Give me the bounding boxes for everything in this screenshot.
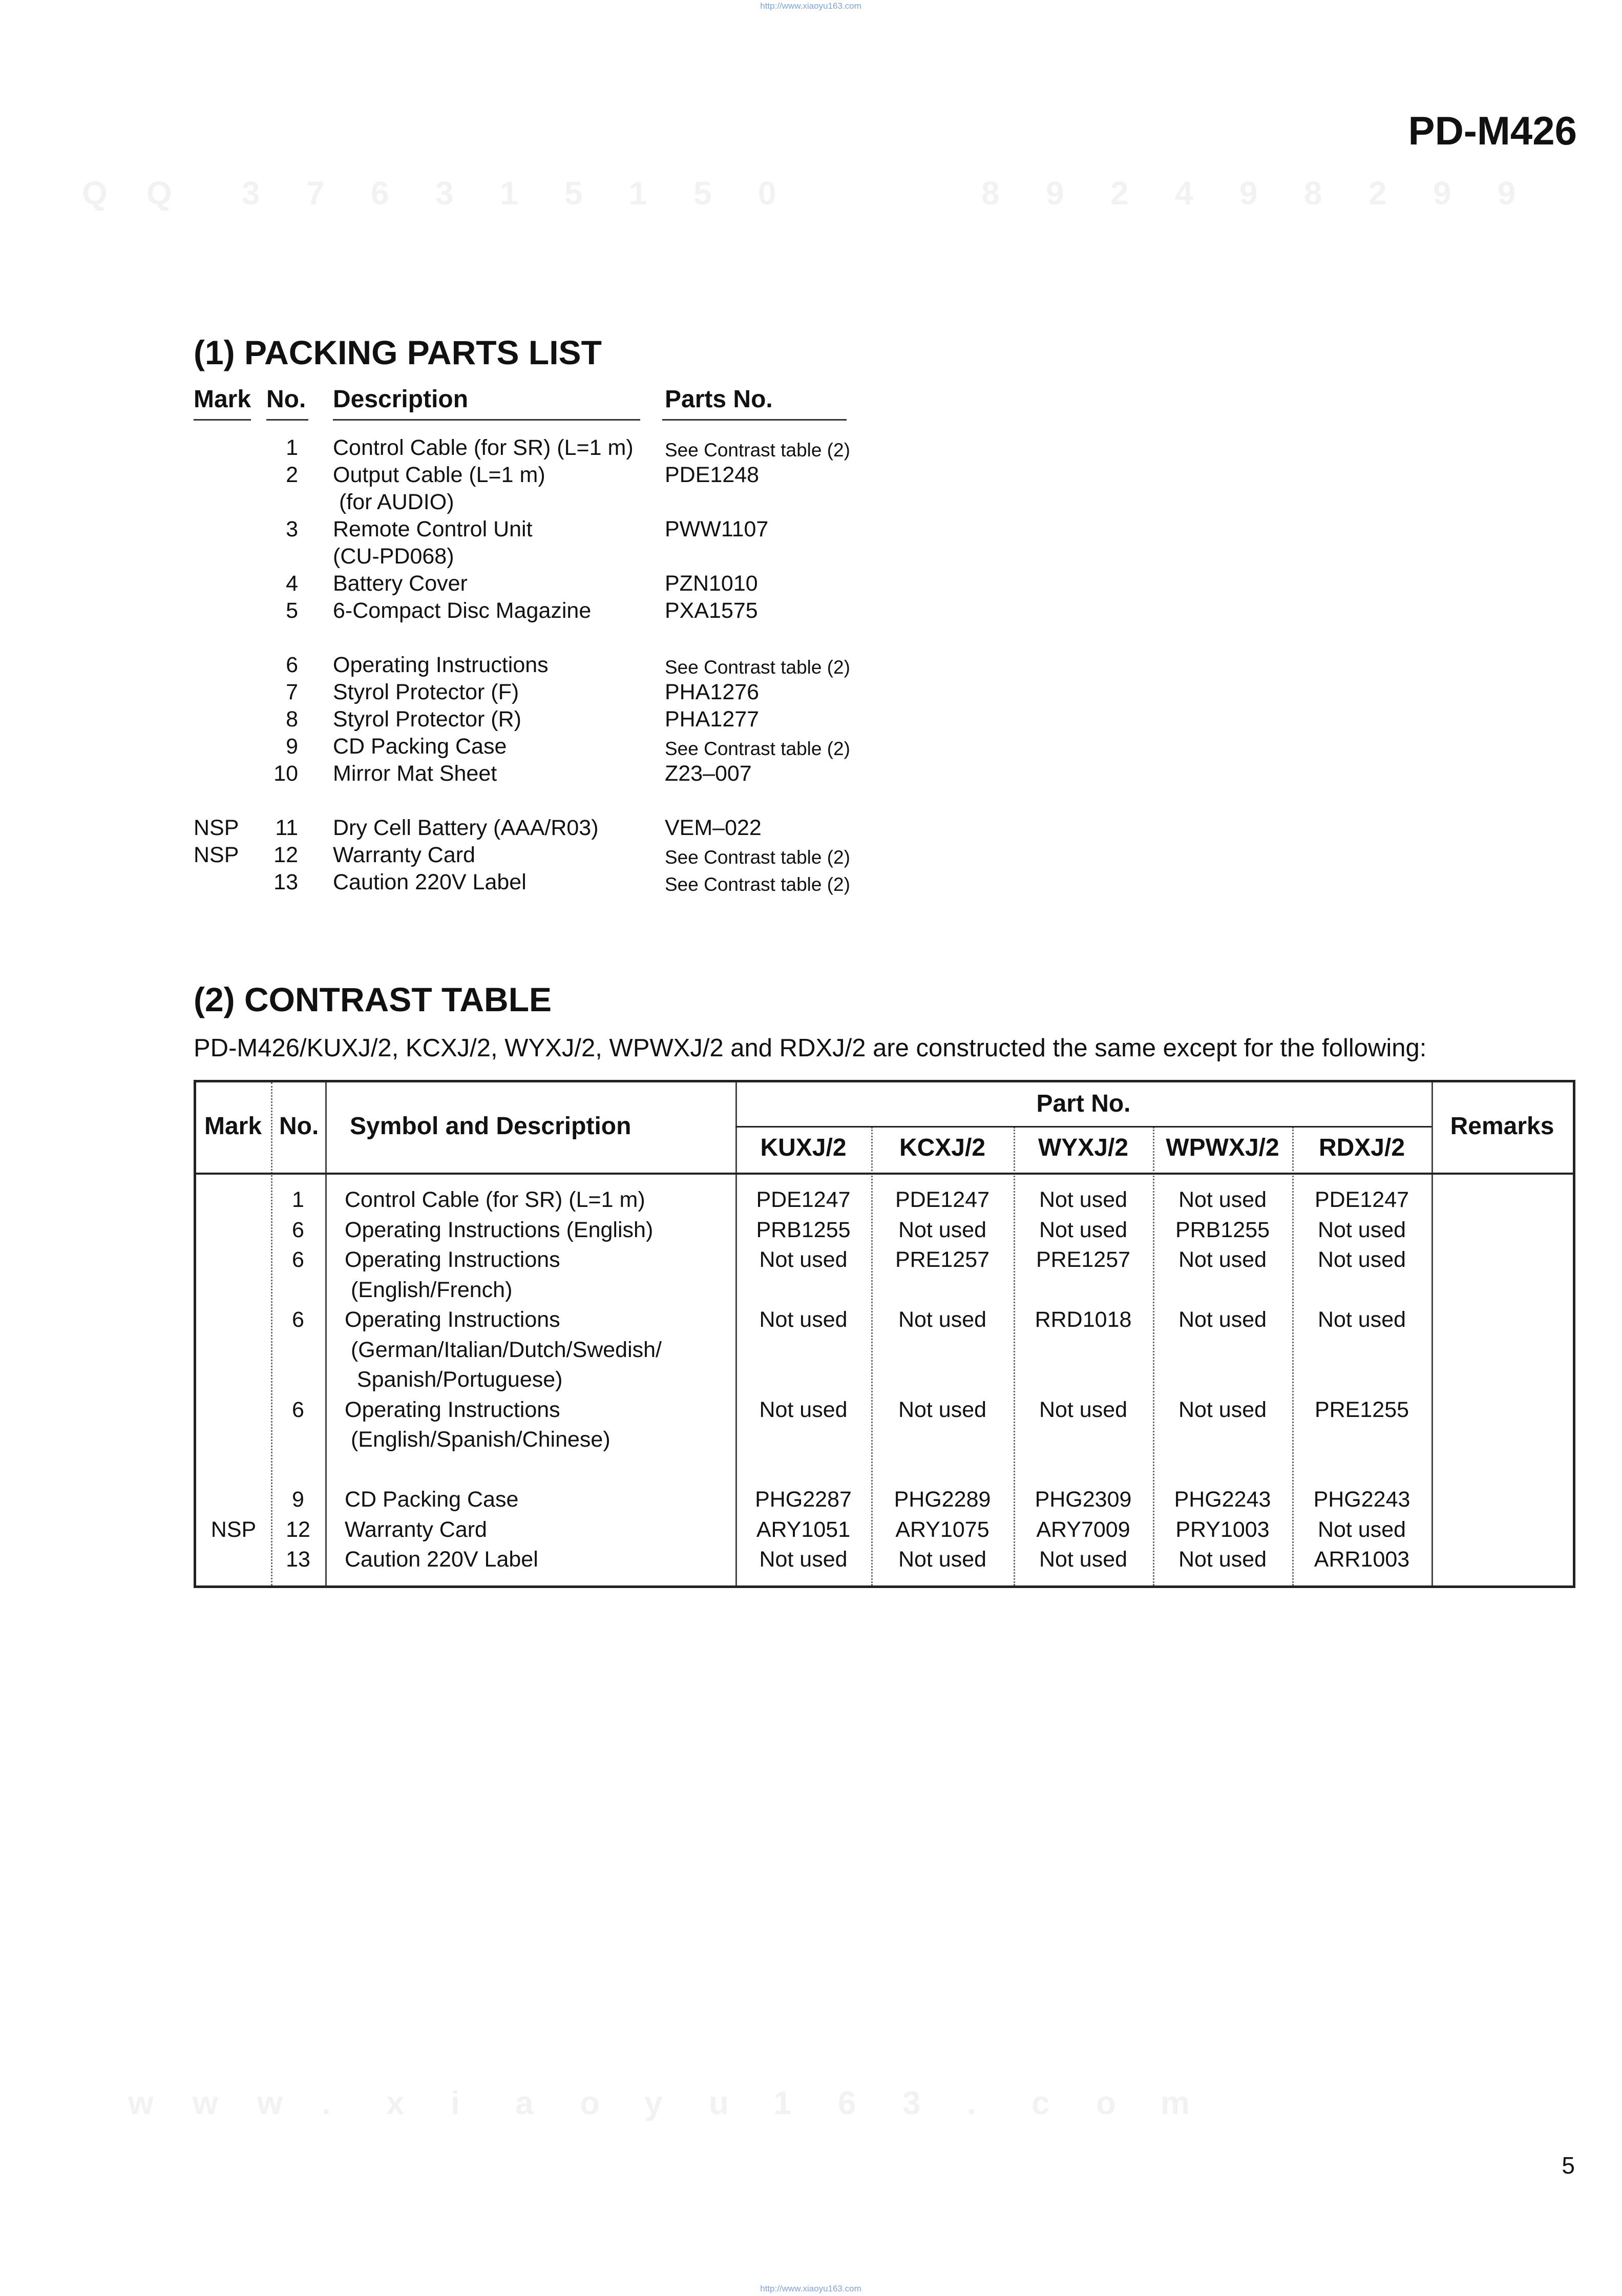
watermark-char: 9 (1498, 175, 1516, 212)
parts-mark: NSP (194, 843, 239, 867)
parts-description: Output Cable (L=1 m) (333, 463, 545, 487)
contrast-part-value: Not used (1317, 1517, 1406, 1542)
contrast-part-value: PHG2287 (755, 1487, 852, 1512)
contrast-description: Operating Instructions (English) (345, 1217, 654, 1242)
contrast-title: (2) CONTRAST TABLE (194, 980, 552, 1018)
source-url-bottom: http://www.xiaoyu163.com (760, 2284, 861, 2293)
parts-number: 7 (286, 680, 298, 704)
contrast-number: 6 (292, 1247, 304, 1272)
contrast-part-value: PHG2289 (894, 1487, 991, 1512)
watermark-char: 6 (838, 2084, 856, 2121)
watermark-char: Q (82, 175, 108, 212)
parts-number: 13 (273, 870, 298, 894)
parts-number: 4 (286, 571, 298, 596)
parts-no-value: See Contrast table (2) (665, 874, 850, 895)
model-header: RDXJ/2 (1318, 1134, 1405, 1161)
contrast-part-value: Not used (1039, 1187, 1128, 1212)
watermark-char: 0 (758, 175, 776, 212)
model-header: KCXJ/2 (899, 1134, 986, 1161)
parts-no-value: PDE1248 (665, 463, 760, 487)
parts-description: Mirror Mat Sheet (333, 761, 497, 786)
watermark-char: a (515, 2084, 534, 2121)
parts-no-value: PHA1277 (665, 707, 760, 732)
contrast-part-value: Not used (759, 1247, 848, 1272)
parts-no-value: VEM–022 (665, 816, 762, 840)
parts-no-value: PHA1276 (665, 680, 760, 704)
contrast-part-value: PHG2309 (1035, 1487, 1132, 1512)
header-underline (194, 419, 251, 421)
contrast-intro: PD-M426/KUXJ/2, KCXJ/2, WYXJ/2, WPWXJ/2 and RDXJ/2 are constructed the same except for the following: (194, 1034, 1427, 1062)
contrast-part-value: ARR1003 (1314, 1547, 1410, 1572)
parts-description: (CU-PD068) (333, 544, 454, 569)
contrast-header-remarks: Remarks (1450, 1113, 1554, 1140)
watermark-char: c (1031, 2084, 1050, 2121)
contrast-part-value: Not used (1039, 1547, 1128, 1572)
contrast-part-value: Not used (1178, 1187, 1267, 1212)
contrast-part-value: Not used (1317, 1247, 1406, 1272)
watermark-char: u (709, 2084, 729, 2121)
watermark-char: 1 (629, 175, 647, 212)
contrast-part-value: Not used (898, 1217, 987, 1242)
watermark-char: . (322, 2084, 331, 2121)
contrast-part-value: PRE1257 (1036, 1247, 1131, 1272)
contrast-table (194, 1080, 1575, 1588)
watermark-char: w (257, 2084, 283, 2121)
contrast-header-part-no: Part No. (1036, 1090, 1131, 1117)
contrast-part-value: Not used (1178, 1547, 1267, 1572)
parts-no-value: See Contrast table (2) (665, 738, 850, 759)
parts-description: Styrol Protector (F) (333, 680, 519, 704)
watermark-top (82, 174, 1562, 212)
watermark-char: w (193, 2084, 218, 2121)
packing-header-description: Description (333, 386, 469, 413)
page-number: 5 (1562, 2152, 1575, 2179)
contrast-description: Operating Instructions (345, 1307, 560, 1332)
watermark-char: y (644, 2084, 663, 2121)
watermark-char: 1 (773, 2084, 792, 2121)
contrast-description: Operating Instructions (345, 1247, 560, 1272)
packing-title: (1) PACKING PARTS LIST (194, 333, 602, 371)
watermark-char: 9 (1239, 175, 1258, 212)
contrast-part-value: Not used (1317, 1217, 1406, 1242)
parts-description: Warranty Card (333, 843, 475, 867)
watermark-char: 7 (306, 175, 325, 212)
watermark-char: 5 (564, 175, 583, 212)
packing-header-no: No. (266, 386, 306, 413)
contrast-description: (German/Italian/Dutch/Swedish/ (345, 1337, 662, 1362)
contrast-number: 6 (292, 1397, 304, 1422)
parts-number: 2 (286, 463, 298, 487)
parts-no-value: See Contrast table (2) (665, 657, 850, 678)
parts-no-value: See Contrast table (2) (665, 847, 850, 868)
column-divider (1431, 1082, 1433, 1585)
watermark-char: 2 (1368, 175, 1387, 212)
parts-no-value: PXA1575 (665, 598, 758, 623)
watermark-char: 8 (981, 175, 1000, 212)
watermark-char: 3 (435, 175, 454, 212)
model-title: PD-M426 (1408, 108, 1577, 153)
contrast-number: 9 (292, 1487, 304, 1512)
model-header: WYXJ/2 (1038, 1134, 1129, 1161)
parts-number: 8 (286, 707, 298, 732)
watermark-char: 8 (1304, 175, 1322, 212)
parts-description: Caution 220V Label (333, 870, 526, 894)
parts-number: 1 (286, 435, 298, 460)
watermark-char: 3 (242, 175, 260, 212)
parts-number: 11 (275, 816, 298, 840)
watermark-char: 5 (693, 175, 712, 212)
parts-number: 9 (286, 734, 298, 759)
contrast-part-value: Not used (1039, 1217, 1128, 1242)
watermark-char: Q (146, 175, 172, 212)
contrast-part-value: ARY1051 (756, 1517, 851, 1542)
watermark-bottom (128, 2084, 1225, 2122)
source-url-top: http://www.xiaoyu163.com (760, 1, 861, 11)
contrast-part-value: PRE1257 (895, 1247, 990, 1272)
watermark-char: m (1161, 2084, 1190, 2121)
contrast-part-value: ARY7009 (1036, 1517, 1130, 1542)
column-divider (325, 1082, 327, 1585)
contrast-header-mark: Mark (204, 1113, 262, 1140)
watermark-char: i (451, 2084, 460, 2121)
contrast-part-value: PHG2243 (1174, 1487, 1271, 1512)
watermark-char: 3 (902, 2084, 921, 2121)
header-divider (735, 1126, 1431, 1128)
parts-number: 6 (286, 653, 298, 677)
contrast-part-value: PDE1247 (756, 1187, 851, 1212)
watermark-char: w (128, 2084, 154, 2121)
contrast-number: 6 (292, 1217, 304, 1242)
watermark-char: o (580, 2084, 600, 2121)
contrast-number: 6 (292, 1307, 304, 1332)
parts-no-value: See Contrast table (2) (665, 440, 850, 461)
watermark-char: 9 (1046, 175, 1064, 212)
parts-no-value: PZN1010 (665, 571, 758, 596)
packing-header-parts-no: Parts No. (665, 386, 773, 413)
contrast-description: (English/Spanish/Chinese) (345, 1427, 610, 1452)
contrast-part-value: Not used (759, 1547, 848, 1572)
parts-number: 10 (273, 761, 298, 786)
header-divider (196, 1173, 1573, 1175)
contrast-part-value: Not used (1178, 1307, 1267, 1332)
parts-number: 3 (286, 517, 298, 541)
watermark-char: 4 (1175, 175, 1193, 212)
parts-description: Control Cable (for SR) (L=1 m) (333, 435, 634, 460)
model-header: WPWXJ/2 (1166, 1134, 1279, 1161)
watermark-char: . (967, 2084, 976, 2121)
contrast-part-value: PDE1247 (1314, 1187, 1409, 1212)
watermark-char: 6 (371, 175, 389, 212)
contrast-part-value: Not used (1178, 1247, 1267, 1272)
parts-number: 5 (286, 598, 298, 623)
contrast-description: Control Cable (for SR) (L=1 m) (345, 1187, 645, 1212)
parts-description: (for AUDIO) (333, 490, 454, 514)
contrast-description: CD Packing Case (345, 1487, 519, 1512)
contrast-part-value: PRB1255 (756, 1217, 851, 1242)
contrast-part-value: PRE1255 (1314, 1397, 1409, 1422)
parts-description: Operating Instructions (333, 653, 549, 677)
watermark-char: x (386, 2084, 405, 2121)
contrast-part-value: Not used (1317, 1307, 1406, 1332)
contrast-description: Operating Instructions (345, 1397, 560, 1422)
parts-description: CD Packing Case (333, 734, 507, 759)
parts-description: Styrol Protector (R) (333, 707, 521, 732)
contrast-part-value: PDE1247 (895, 1187, 990, 1212)
parts-description: Remote Control Unit (333, 517, 533, 541)
contrast-part-value: Not used (1178, 1397, 1267, 1422)
parts-number: 12 (273, 843, 298, 867)
watermark-char: o (1096, 2084, 1117, 2121)
parts-no-value: PWW1107 (665, 517, 769, 541)
contrast-part-value: PRB1255 (1175, 1217, 1270, 1242)
contrast-part-value: Not used (898, 1397, 987, 1422)
watermark-char: 1 (500, 175, 518, 212)
parts-mark: NSP (194, 816, 239, 840)
contrast-part-value: RRD1018 (1035, 1307, 1132, 1332)
contrast-header-no: No. (279, 1113, 319, 1140)
contrast-part-value: Not used (898, 1307, 987, 1332)
contrast-part-value: PHG2243 (1313, 1487, 1410, 1512)
parts-description: Dry Cell Battery (AAA/R03) (333, 816, 599, 840)
header-underline (266, 419, 308, 421)
parts-description: 6-Compact Disc Magazine (333, 598, 592, 623)
watermark-char: 2 (1110, 175, 1129, 212)
contrast-description: (English/French) (345, 1277, 513, 1302)
contrast-part-value: Not used (1039, 1397, 1128, 1422)
watermark-char: 9 (1433, 175, 1451, 212)
contrast-part-value: ARY1075 (895, 1517, 989, 1542)
contrast-mark: NSP (210, 1517, 257, 1542)
contrast-part-value: Not used (759, 1307, 848, 1332)
contrast-number: 12 (286, 1517, 310, 1542)
parts-description: Battery Cover (333, 571, 468, 596)
header-underline (333, 419, 640, 421)
contrast-part-value: Not used (898, 1547, 987, 1572)
contrast-description: Spanish/Portuguese) (345, 1367, 563, 1392)
model-header: KUXJ/2 (760, 1134, 847, 1161)
header-underline (662, 419, 847, 421)
contrast-description: Caution 220V Label (345, 1547, 538, 1572)
contrast-description: Warranty Card (345, 1517, 487, 1542)
contrast-header-description: Symbol and Description (350, 1113, 631, 1140)
contrast-number: 1 (292, 1187, 304, 1212)
contrast-part-value: PRY1003 (1175, 1517, 1270, 1542)
packing-header-mark: Mark (194, 386, 251, 413)
parts-no-value: Z23–007 (665, 761, 752, 786)
contrast-part-value: Not used (759, 1397, 848, 1422)
contrast-number: 13 (286, 1547, 310, 1572)
